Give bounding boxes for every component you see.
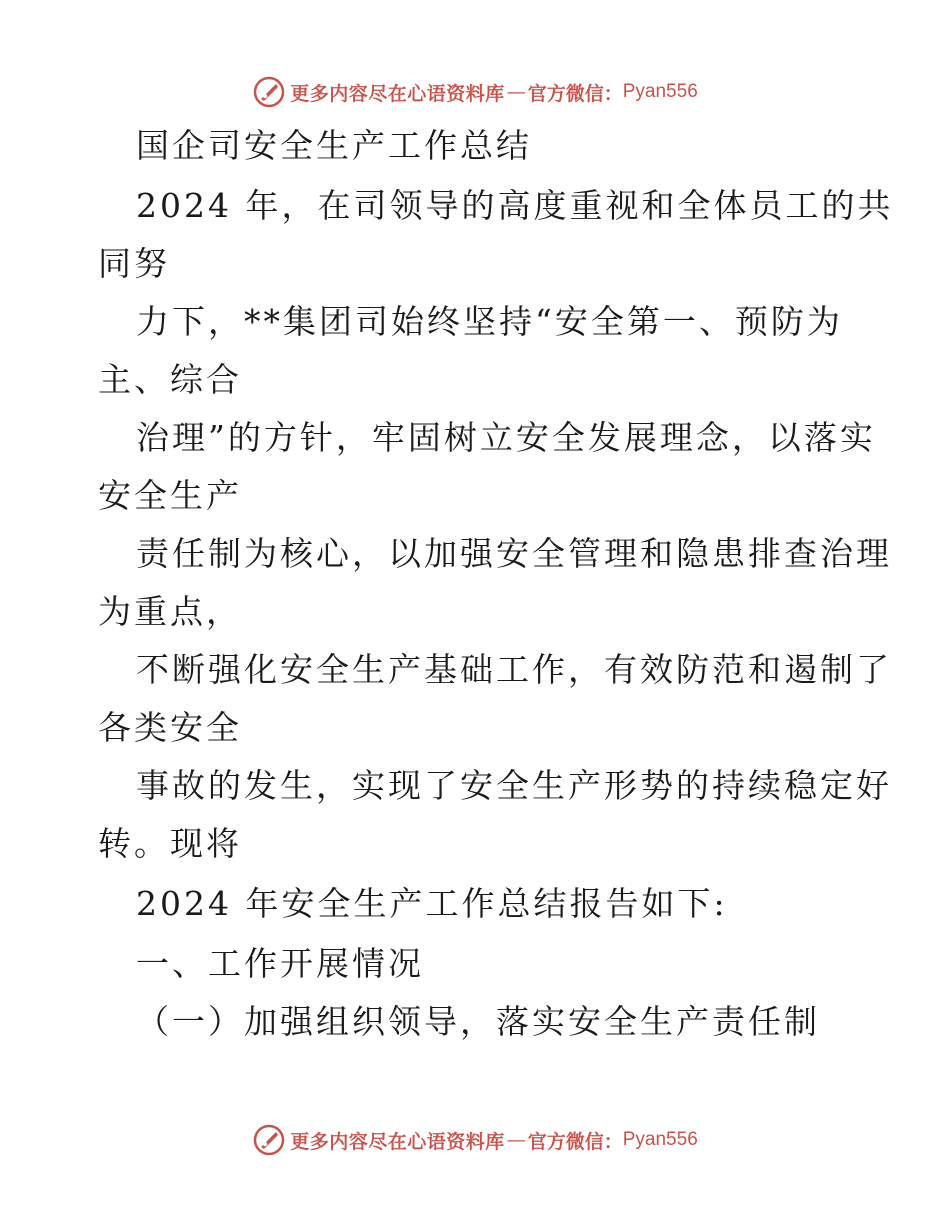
header-banner — [0, 72, 950, 112]
quill-logo-icon — [252, 1123, 286, 1157]
banner-dash: — — [506, 81, 526, 103]
paragraph-line: 转。现将 — [98, 824, 242, 863]
banner-wechat-label: 官方微信： — [527, 1130, 623, 1153]
paragraph-line: 事故的发生，实现了安全生产形势的持续稳定好 — [136, 766, 892, 805]
paragraph-line: 治理”的方针，牢固树立安全发展理念，以落实 — [136, 418, 876, 457]
paragraph-line: 2024 年，在司领导的高度重视和全体员工的共 — [136, 186, 894, 225]
paragraph-line: 安全生产 — [98, 476, 242, 515]
banner-wechat-id: Pyan556 — [622, 1129, 698, 1150]
paragraph-line: 主、综合 — [98, 360, 242, 399]
section-heading: 一、工作开展情况 — [136, 944, 424, 983]
paragraph-line: 各类安全 — [98, 708, 242, 747]
paragraph-line: 为重点， — [98, 592, 242, 631]
paragraph-line: 不断强化安全生产基础工作，有效防范和遏制了 — [136, 650, 892, 689]
paragraph-line: 2024 年安全生产工作总结报告如下: — [136, 884, 728, 923]
footer-banner — [0, 1120, 950, 1160]
banner-wechat-id: Pyan556 — [622, 81, 698, 102]
document-title: 国企司安全生产工作总结 — [136, 126, 532, 165]
banner-brand-text: 更多内容尽在心语资料库 — [290, 82, 505, 105]
subsection-heading: （一）加强组织领导，落实安全生产责任制 — [136, 1002, 820, 1041]
banner-dash: — — [506, 1129, 526, 1151]
paragraph-line: 责任制为核心，以加强安全管理和隐患排查治理 — [136, 534, 892, 573]
banner-wechat-label: 官方微信： — [527, 82, 623, 105]
quill-logo-icon — [252, 75, 286, 109]
paragraph-line: 同努 — [98, 244, 170, 283]
paragraph-line: 力下，**集团司始终坚持“安全第一、预防为 — [136, 302, 843, 341]
banner-brand-text: 更多内容尽在心语资料库 — [290, 1130, 505, 1153]
